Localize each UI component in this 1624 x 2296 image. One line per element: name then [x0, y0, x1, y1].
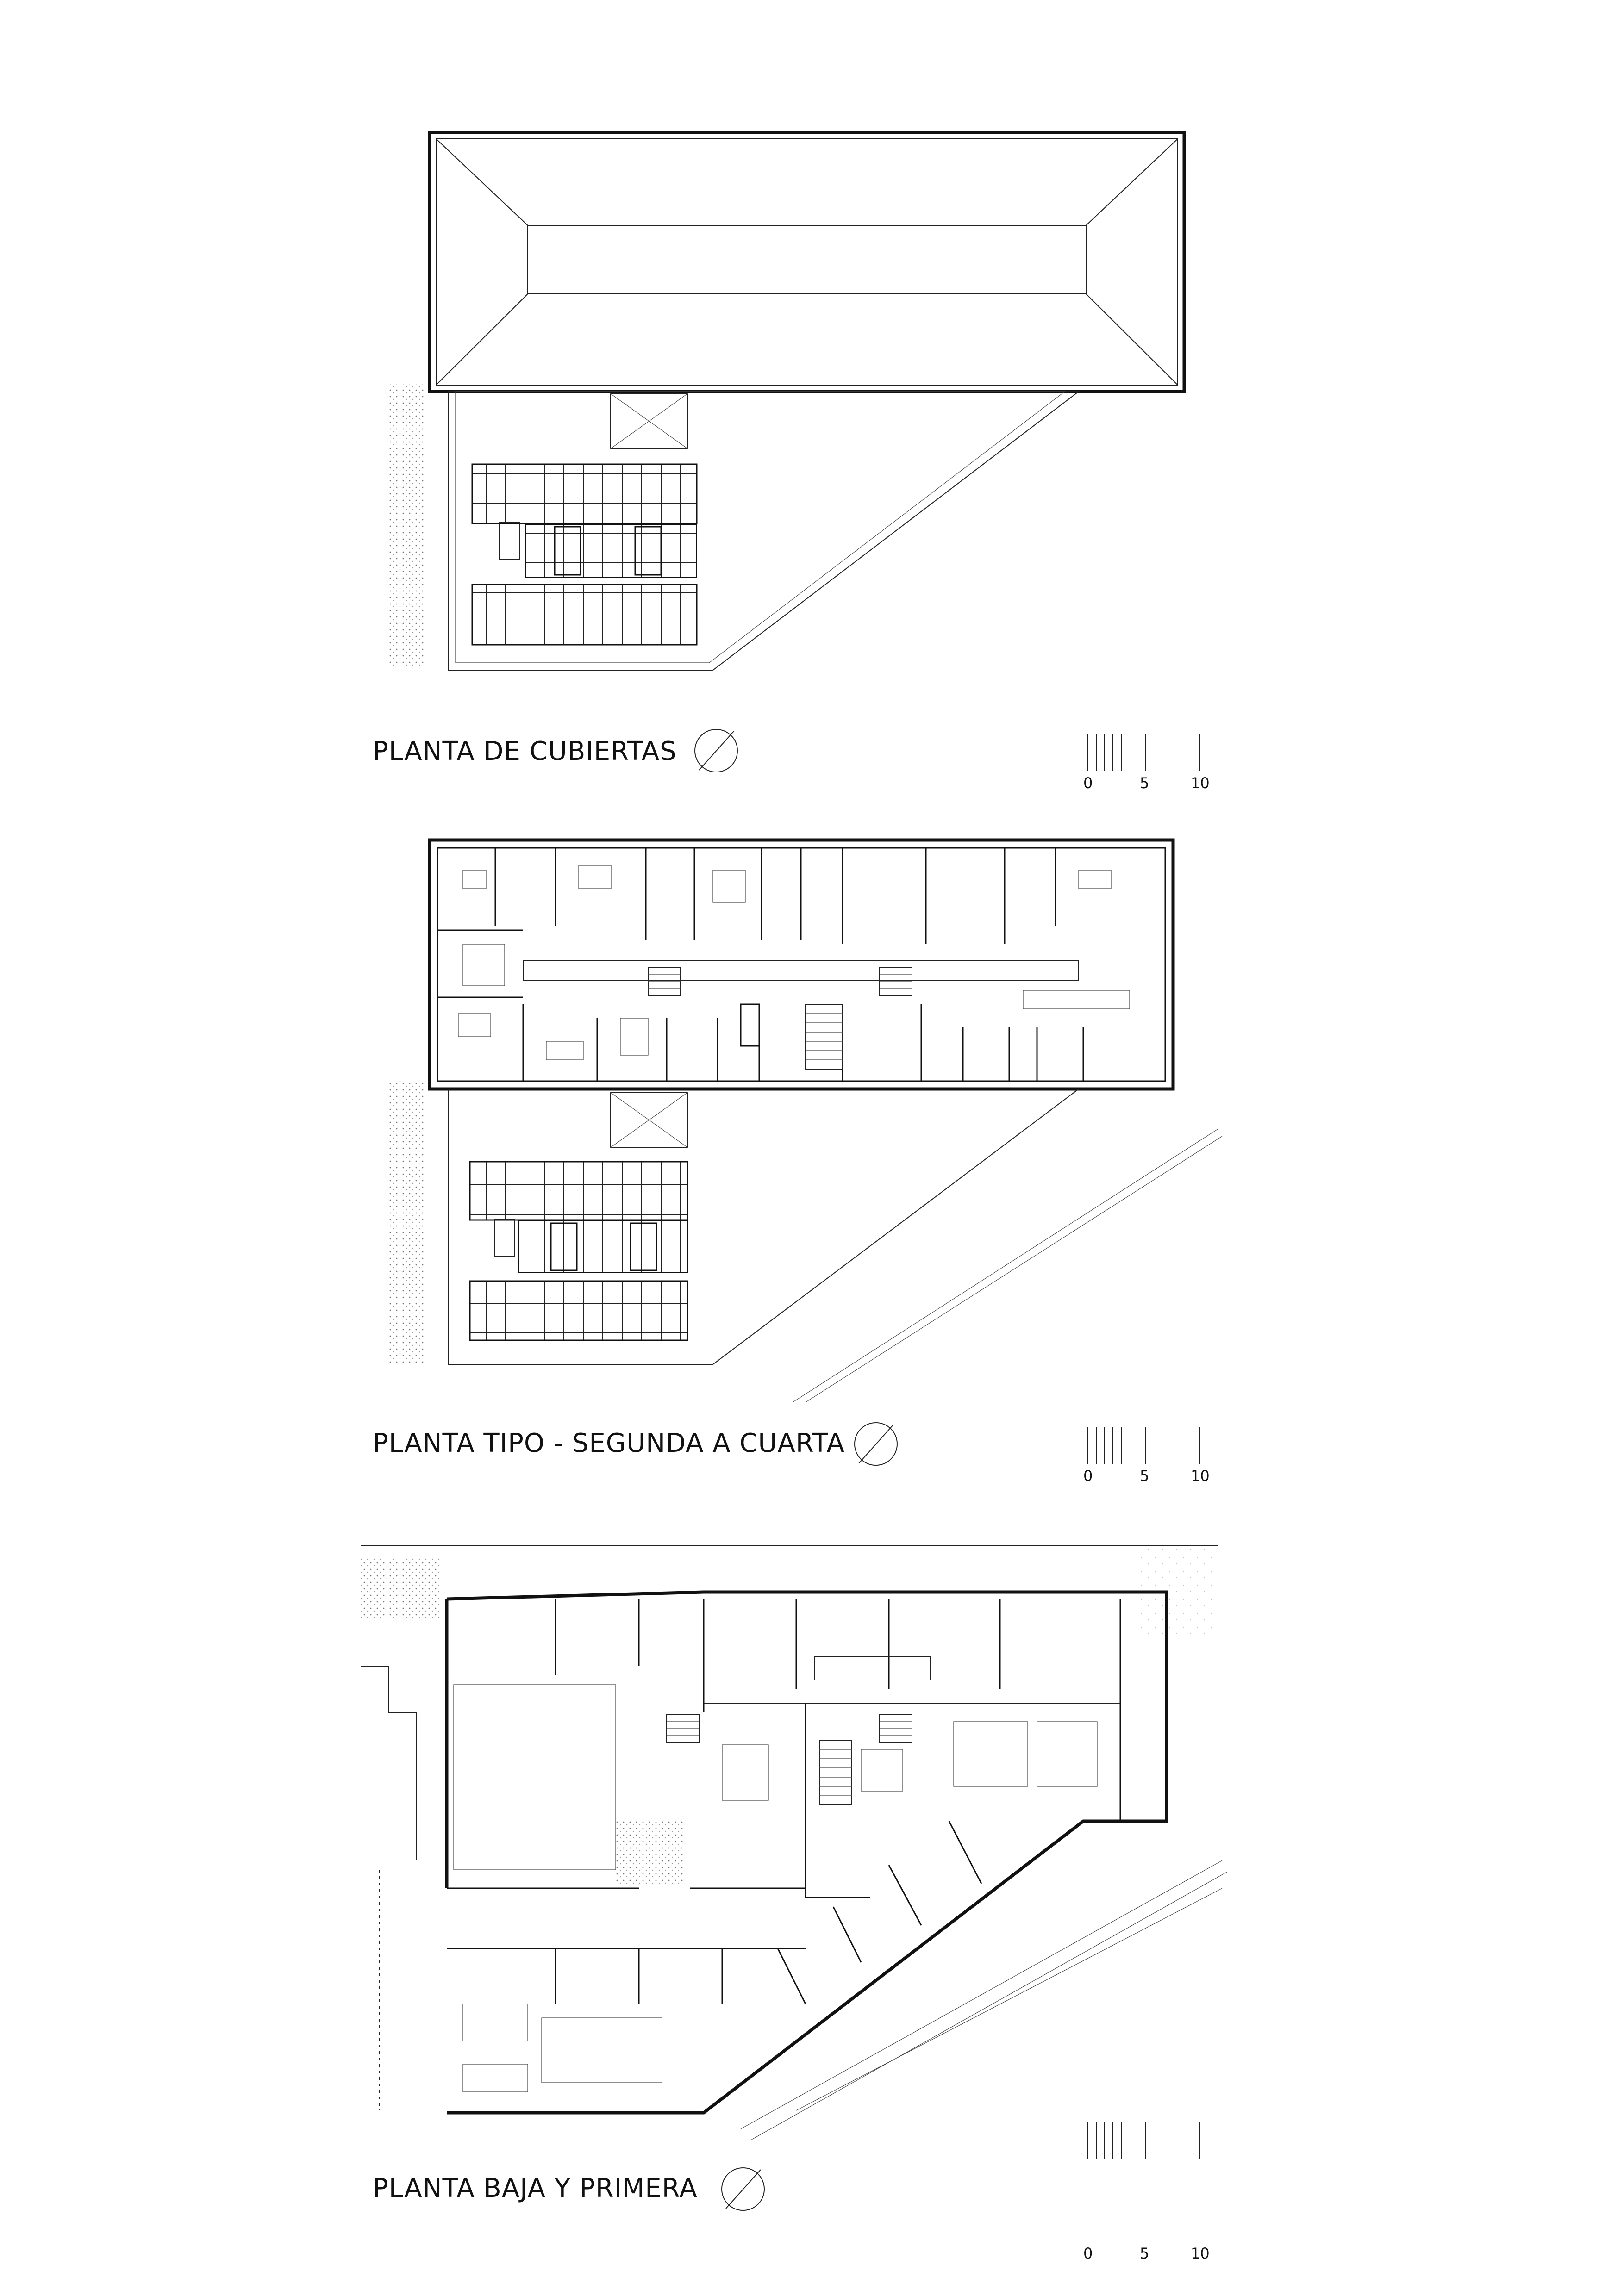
scale-bar — [1083, 1427, 1210, 1485]
roof-terrace — [387, 384, 1079, 670]
north-arrow-icon — [855, 1423, 897, 1465]
ground-floor-building — [447, 1592, 1167, 2113]
scale-label-10: 10 — [1191, 774, 1210, 792]
typical-floor-building — [430, 840, 1173, 1089]
scale-bar — [1083, 2122, 1210, 2262]
north-arrow-icon — [722, 2168, 764, 2210]
scale-label-10: 10 — [1191, 2245, 1210, 2262]
plan-title-typical: PLANTA TIPO - SEGUNDA A CUARTA — [373, 1428, 845, 1458]
scale-label-0: 0 — [1083, 774, 1093, 792]
north-arrow-icon — [695, 729, 737, 772]
plan-roof — [373, 132, 1210, 792]
plan-ground-floor — [361, 1546, 1227, 2262]
scale-label-5: 5 — [1140, 2245, 1149, 2262]
roof-slab — [430, 132, 1184, 392]
site-context — [361, 1546, 1227, 2140]
plan-title-roof: PLANTA DE CUBIERTAS — [373, 736, 677, 766]
typical-floor-terrace — [387, 1081, 1222, 1402]
scale-label-5: 5 — [1140, 774, 1149, 792]
plan-typical-floor — [373, 840, 1222, 1485]
scale-label-0: 0 — [1083, 2245, 1093, 2262]
scale-bar — [1083, 734, 1210, 792]
scale-label-10: 10 — [1191, 1467, 1210, 1485]
plan-title-ground: PLANTA BAJA Y PRIMERA — [373, 2173, 698, 2203]
scale-label-0: 0 — [1083, 1467, 1093, 1485]
scale-label-5: 5 — [1140, 1467, 1149, 1485]
